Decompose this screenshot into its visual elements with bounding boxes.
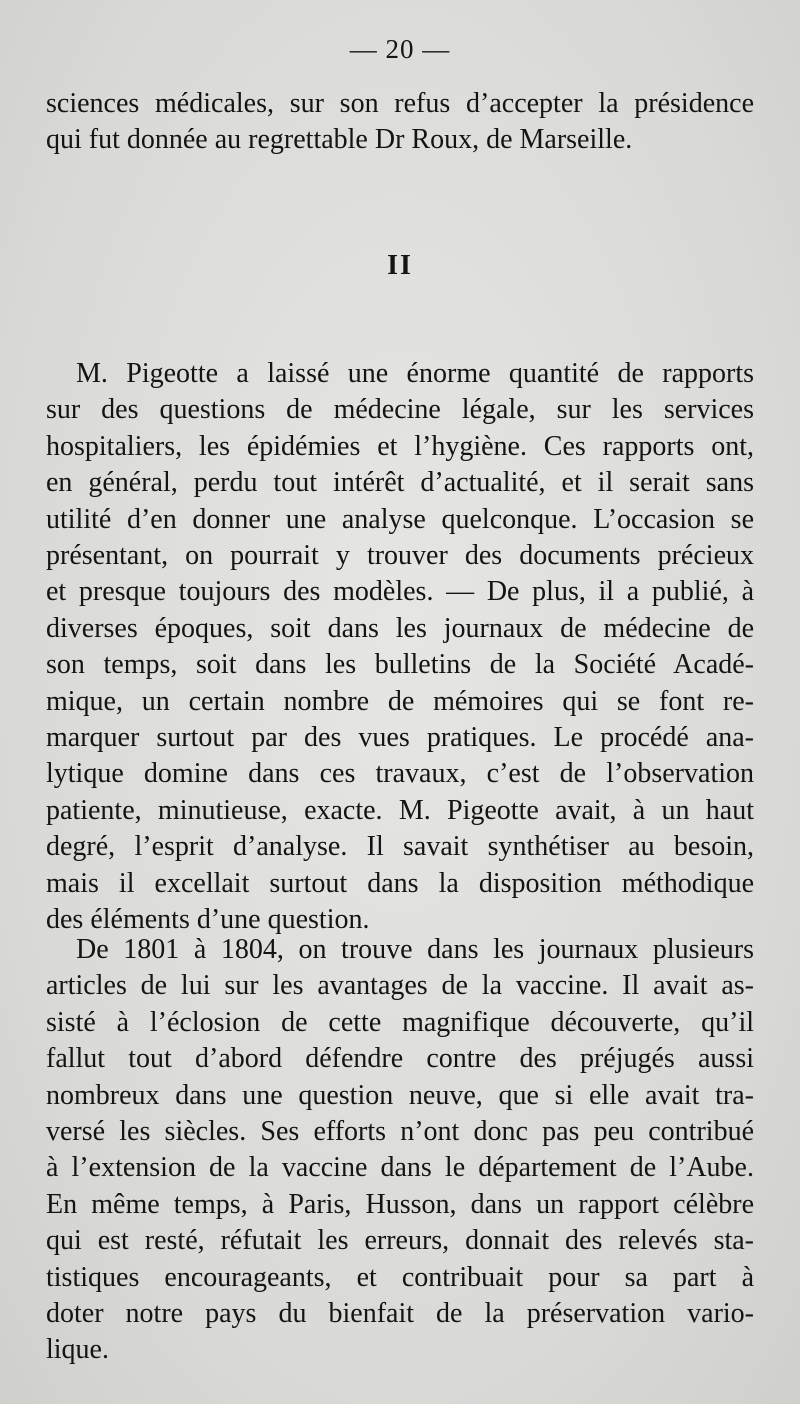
text-line: lique.	[46, 1334, 109, 1366]
paragraph-2	[46, 932, 754, 1369]
text-line: présentant, on pourrait y trouver des documents précieux	[46, 540, 754, 572]
text-line: doter notre pays du bienfait de la préservation vario-	[46, 1298, 754, 1330]
text-line: qui fut donnée au regrettable Dr Roux, de Marseille.	[46, 124, 633, 156]
text-line: utilité d’en donner une analyse quelconque. L’occasion se	[46, 503, 754, 535]
intro-paragraph	[46, 86, 754, 159]
section-heading: II	[387, 250, 413, 281]
text-line: De 1801 à 1804, on trouve dans les journaux plusieurs	[76, 934, 754, 965]
text-line: articles de lui sur les avantages de la vaccine. Il avait as-	[46, 970, 754, 1002]
text-line: à l’extension de la vaccine dans le département de l’Aube.	[46, 1152, 754, 1184]
text-line: En même temps, à Paris, Husson, dans un rapport célèbre	[46, 1188, 754, 1220]
text-line: des éléments d’une question.	[46, 904, 370, 936]
paragraph-1	[46, 356, 754, 939]
text-line: patiente, minutieuse, exacte. M. Pigeotte avait, à un haut	[46, 794, 754, 826]
text-line: en général, perdu tout intérêt d’actualité, et il serait sans	[46, 467, 754, 499]
text-line: versé les siècles. Ses efforts n’ont donc pas peu contribué	[46, 1116, 754, 1148]
text-line: mique, un certain nombre de mémoires qui se font re-	[46, 685, 754, 717]
text-line: fallut tout d’abord défendre contre des préjugés aussi	[46, 1043, 754, 1075]
text-line: diverses époques, soit dans les journaux de médecine de	[46, 612, 754, 644]
text-line: sisté à l’éclosion de cette magnifique découverte, qu’il	[46, 1006, 754, 1038]
text-line: son temps, soit dans les bulletins de la Société Acadé-	[46, 649, 754, 681]
page-number: — 20 —	[349, 34, 451, 64]
text-line: et presque toujours des modèles. — De plus, il a publié, à	[46, 576, 754, 608]
text-line: marquer surtout par des vues pratiques. Le procédé ana-	[46, 722, 754, 754]
text-line: hospitaliers, les épidémies et l’hygiène. Ces rapports ont,	[46, 430, 754, 462]
text-line: degré, l’esprit d’analyse. Il savait synthétiser au besoin,	[46, 831, 754, 863]
text-line: qui est resté, réfutait les erreurs, donnait des relevés sta-	[46, 1225, 754, 1257]
text-line: M. Pigeotte a laissé une énorme quantité de rapports	[76, 358, 754, 389]
text-line: sur des questions de médecine légale, sur les services	[46, 394, 754, 426]
text-line: lytique domine dans ces travaux, c’est de l’observation	[46, 758, 754, 790]
text-line: mais il excellait surtout dans la disposition méthodique	[46, 867, 754, 899]
text-line: sciences médicales, sur son refus d’accepter la présidence	[46, 88, 754, 119]
text-line: nombreux dans une question neuve, que si elle avait tra-	[46, 1079, 754, 1111]
text-line: tistiques encourageants, et contribuait pour sa part à	[46, 1261, 754, 1293]
